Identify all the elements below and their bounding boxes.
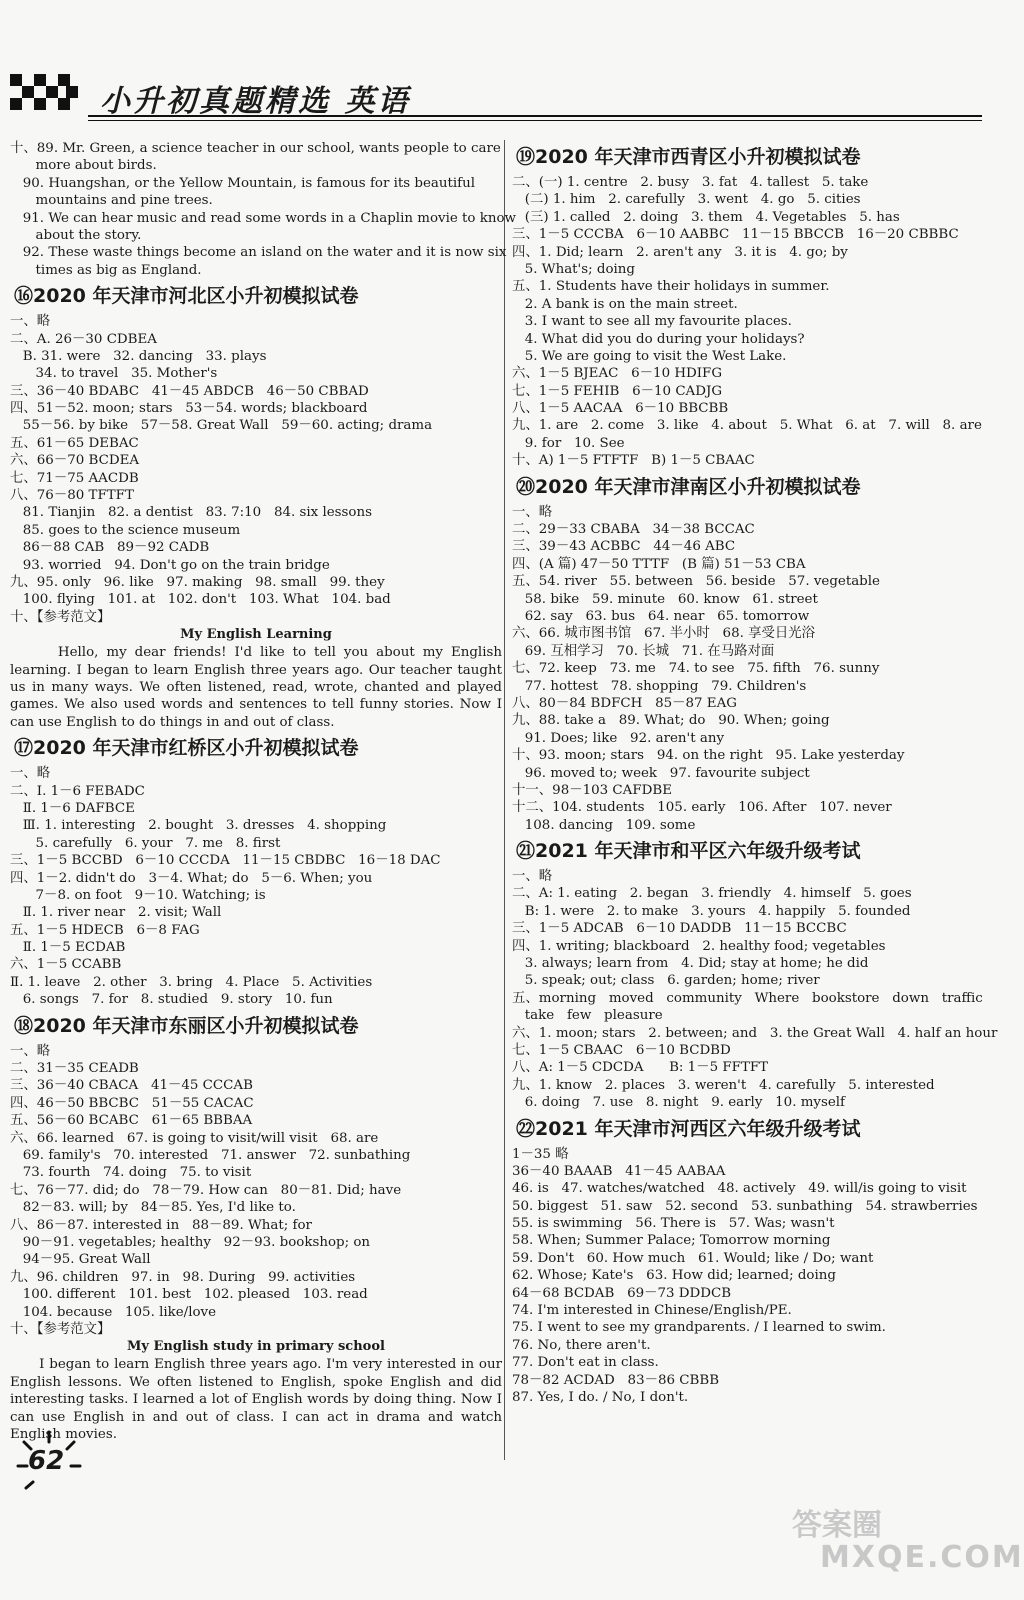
answer-line: 九、1. know 2. places 3. weren't 4. carefully 5. interested (512, 1077, 935, 1093)
essay-title-16: My English Learning (180, 627, 332, 643)
answer-line: 55. is swimming 56. There is 57. Was; wasn't (512, 1216, 835, 1232)
answer-line: 55－56. by bike 57－58. Great Wall 59－60. acting; drama (10, 418, 433, 434)
answer-line: 四、(A 篇) 47－50 TTTF (B 篇) 51－53 CBA (512, 556, 806, 572)
answer-line: 69. 互相学习 70. 长城 71. 在马路对面 (512, 643, 775, 659)
answer-line: 4. What did you do during your holidays? (512, 331, 805, 347)
section-heading-17: ⑰2020 年天津市红桥区小升初模拟试卷 (14, 737, 359, 760)
answer-line: 三、1－5 CCCBA 6－10 AABBC 11－15 BBCCB 16－20 CBBBC (512, 227, 959, 243)
answer-line: 二、(一) 1. centre 2. busy 3. fat 4. tallest 5. take (512, 175, 869, 190)
answer-line: 七、71－75 AACDB (10, 470, 139, 486)
answer-line: 一、略 (10, 766, 51, 782)
answer-line: (三) 1. called 2. doing 3. them 4. Vegetables 5. has (512, 209, 900, 225)
answer-line: 三、1－5 ADCAB 6－10 DADDB 11－15 BCCBC (512, 921, 847, 937)
answer-line: 十、A) 1－5 FTFTF B) 1－5 CBAAC (512, 453, 755, 469)
answers-block-19 (512, 174, 988, 470)
answer-line: 六、66. learned 67. is going to visit/will visit 68. are (10, 1130, 379, 1146)
answer-line: 6. doing 7. use 8. night 9. early 10. myself (512, 1095, 846, 1111)
answer-line: 四、46－50 BBCBC 51－55 CACAC (10, 1095, 254, 1111)
answers-block-17 (10, 765, 502, 1008)
answers-block-22 (512, 1146, 988, 1407)
answer-line: 十、【参考范文】 (10, 609, 111, 625)
answer-line: 十、89. Mr. Green, a science teacher in our school, wants people to care (10, 141, 501, 156)
page-number: 62 (28, 1446, 65, 1476)
answer-line: 108. dancing 109. some (512, 817, 696, 833)
answer-line: 八、76－80 TFTFT (10, 488, 134, 504)
answer-line: 46. is 47. watches/watched 48. actively 49. will/is going to visit (512, 1181, 967, 1197)
answer-line: 85. goes to the science museum (10, 522, 241, 538)
answer-line: 2. A bank is on the main street. (512, 296, 738, 312)
answer-line: 八、80－84 BDFCH 85－87 EAG (512, 695, 737, 711)
answer-line: 十、93. moon; stars 94. on the right 95. Lake yesterday (512, 748, 905, 764)
answer-line: 77. Don't eat in class. (512, 1355, 659, 1371)
header-rule-thin (88, 120, 982, 121)
answer-line: 六、1－5 CCABB (10, 957, 122, 973)
answer-line: 3. always; learn from 4. Did; stay at home; he did (512, 956, 869, 972)
answer-line: 34. to travel 35. Mother's (10, 366, 218, 382)
answer-line: 64－68 BCDAB 69－73 DDDCB (512, 1285, 732, 1301)
answer-line: about the story. (10, 227, 142, 243)
answer-line: 75. I went to see my grandparents. / I learned to swim. (512, 1320, 886, 1336)
answer-line: take few pleasure (512, 1008, 663, 1024)
answer-line: 104. because 105. like/love (10, 1304, 217, 1320)
answer-line: mountains and pine trees. (10, 193, 213, 209)
essay-title-18: My English study in primary school (127, 1339, 385, 1355)
answer-line: 一、略 (10, 1043, 51, 1059)
answer-line: 1－35 略 (512, 1146, 569, 1162)
answer-line: 90－91. vegetables; healthy 92－93. bookshop; on (10, 1234, 371, 1250)
answers-block-15-end (10, 140, 516, 279)
answer-line: Ⅲ. 1. interesting 2. bought 3. dresses 4. shopping (10, 818, 387, 834)
answer-line: Ⅱ. 1. leave 2. other 3. bring 4. Place 5. Activities (10, 974, 373, 990)
answer-line: 九、88. take a 89. What; do 90. When; going (512, 713, 830, 729)
section-heading-20: ⑳2020 年天津市津南区小升初模拟试卷 (516, 475, 861, 498)
answer-line: more about birds. (10, 158, 157, 174)
answer-line: 五、1－5 HDECB 6－8 FAG (10, 922, 200, 938)
answer-line: 三、1－5 BCCBD 6－10 CCCDA 11－15 CBDBC 16－18 DAC (10, 853, 441, 869)
answer-line: 三、36－40 BDABC 41－45 ABDCB 46－50 CBBAD (10, 383, 369, 399)
answer-line: 5. What's; doing (512, 261, 635, 277)
answer-line: 100. different 101. best 102. pleased 103. read (10, 1287, 368, 1303)
column-divider (504, 140, 505, 1460)
essay-body-16: Hello, my dear friends! I'd like to tell you about my English learning. I began to learn English three years ago. Our teacher taught us in many ways. We often listened, read, wrote, chanted and played games. We also used words and sentences to tell funny stories. Now I can use English to do things in and out of class. (10, 645, 507, 730)
answers-block-16 (10, 313, 502, 626)
answer-line: 四、1－2. didn't do 3－4. What; do 5－6. When; you (10, 870, 373, 886)
answer-line: 6. songs 7. for 8. studied 9. story 10. fun (10, 992, 333, 1008)
answer-line: 50. biggest 51. saw 52. second 53. sunbathing 54. strawberries (512, 1198, 978, 1214)
answer-line: 五、1. Students have their holidays in summer. (512, 279, 830, 295)
answer-line: 74. I'm interested in Chinese/English/PE. (512, 1303, 792, 1319)
answer-line: 十二、104. students 105. early 106. After 107. never (512, 800, 892, 816)
answer-line: 六、1－5 BJEAC 6－10 HDIFG (512, 366, 723, 382)
answer-line: 六、66－70 BCDEA (10, 453, 140, 469)
answer-line: 5. We are going to visit the West Lake. (512, 348, 787, 364)
answer-line: 八、86－87. interested in 88－89. What; for (10, 1217, 312, 1233)
answer-line: 九、95. only 96. like 97. making 98. small 99. they (10, 574, 385, 590)
answer-line: 四、51－52. moon; stars 53－54. words; blackboard (10, 401, 368, 417)
answer-line: Ⅱ. 1－5 ECDAB (10, 940, 126, 956)
answer-line: 69. family's 70. interested 71. answer 72. sunbathing (10, 1148, 411, 1163)
answer-line: 五、morning moved community Where bookstore down traffic (512, 990, 983, 1006)
answer-line: 93. worried 94. Don't go on the train bridge (10, 557, 330, 573)
answer-line: 58. When; Summer Palace; Tomorrow morning (512, 1233, 831, 1249)
answer-line: 一、略 (512, 869, 553, 885)
answer-line: 73. fourth 74. doing 75. to visit (10, 1165, 252, 1181)
answer-line: 五、56－60 BCABC 61－65 BBBAA (10, 1113, 253, 1129)
answer-line: 91. We can hear music and read some words in a Chaplin movie to know (10, 210, 516, 226)
answer-line: 二、A. 26－30 CDBEA (10, 331, 157, 347)
answer-line: (二) 1. him 2. carefully 3. went 4. go 5. cities (512, 192, 861, 208)
answer-line: 六、1. moon; stars 2. between; and 3. the Great Wall 4. half an hour (512, 1025, 998, 1041)
answer-line: 7－8. on foot 9－10. Watching; is (10, 887, 266, 903)
answer-line: 58. bike 59. minute 60. know 61. street (512, 591, 818, 607)
answer-line: 96. moved to; week 97. favourite subject (512, 765, 810, 781)
answer-line: 七、76－77. did; do 78－79. How can 80－81. Did; have (10, 1182, 402, 1198)
book-title: 小升初真题精选 英语 (100, 84, 411, 119)
answer-line: B: 1. were 2. to make 3. yours 4. happily 5. founded (512, 903, 911, 919)
section-heading-16: ⑯2020 年天津市河北区小升初模拟试卷 (14, 285, 359, 308)
answer-line: 一、略 (10, 314, 51, 330)
section-heading-21: ㉑2021 年天津市和平区六年级升级考试 (516, 840, 861, 863)
essay-body-18: I began to learn English three years ago. I'm very interested in our English lessons. We often listened to English, spoke English and did interesting tasks. I learned a lot of English words by doing thing. Now I can use English in and out of class. I can act in drama and watch English movies. (10, 1357, 507, 1442)
answers-block-21 (512, 868, 998, 1111)
answer-line: Ⅱ. 1. river near 2. visit; Wall (10, 905, 222, 921)
watermark-logo: 答案圈 (792, 1508, 882, 1543)
answer-line: 86－88 CAB 89－92 CADB (10, 540, 210, 556)
answer-line: 77. hottest 78. shopping 79. Children's (512, 678, 807, 694)
answer-line: 62. Whose; Kate's 63. How did; learned; doing (512, 1268, 836, 1284)
answer-line: 二、29－33 CBABA 34－38 BCCAC (512, 522, 755, 538)
answer-line: 七、72. keep 73. me 74. to see 75. fifth 76. sunny (512, 661, 880, 677)
answer-line: 四、1. writing; blackboard 2. healthy food; vegetables (512, 938, 886, 954)
answer-line: 八、1－5 AACAA 6－10 BBCBB (512, 401, 729, 417)
section-heading-22: ㉒2021 年天津市河西区六年级升级考试 (516, 1117, 861, 1140)
answer-line: 91. Does; like 92. aren't any (512, 730, 725, 746)
answer-line: 92. These waste things become an island on the water and it is now six (10, 245, 507, 261)
answer-line: 5. carefully 6. your 7. me 8. first (10, 835, 281, 851)
answer-line: 5. speak; out; class 6. garden; home; river (512, 973, 820, 989)
answer-line: 三、36－40 CBACA 41－45 CCCAB (10, 1078, 253, 1094)
answer-line: B. 31. were 32. dancing 33. plays (10, 348, 267, 364)
answer-line: 3. I want to see all my favourite places. (512, 314, 792, 330)
header-rule (88, 115, 982, 117)
answer-line: 36－40 BAAAB 41－45 AABAA (512, 1163, 726, 1179)
answer-line: 100. flying 101. at 102. don't 103. What 104. bad (10, 592, 391, 608)
answer-line: 94－95. Great Wall (10, 1252, 151, 1268)
answer-line: 二、Ⅰ. 1－6 FEBADC (10, 783, 145, 799)
answer-line: 二、A: 1. eating 2. began 3. friendly 4. himself 5. goes (512, 886, 912, 902)
answer-line: 十、【参考范文】 (10, 1321, 111, 1337)
answer-line: 62. say 63. bus 64. near 65. tomorrow (512, 608, 810, 624)
answer-line: 九、1. are 2. come 3. like 4. about 5. What 6. at 7. will 8. are (512, 418, 982, 434)
answer-line: 八、A: 1－5 CDCDA B: 1－5 FFTFT (512, 1060, 769, 1076)
answer-line: 一、略 (512, 504, 553, 520)
answer-line: 九、96. children 97. in 98. During 99. activities (10, 1269, 356, 1285)
answer-line: 十一、98－103 CAFDBE (512, 782, 672, 798)
left-column (10, 140, 516, 1443)
answer-line: 三、39－43 ACBBC 44－46 ABC (512, 539, 736, 555)
answer-line: 五、61－65 DEBAC (10, 435, 139, 451)
answer-line: times as big as England. (10, 262, 202, 278)
watermark-url: MXQE.COM (820, 1540, 1024, 1575)
answer-line: 六、66. 城市图书馆 67. 半小时 68. 享受日光浴 (512, 626, 816, 642)
answer-line: 87. Yes, I do. / No, I don't. (512, 1390, 689, 1405)
answer-line: 七、1－5 FEHIB 6－10 CADJG (512, 383, 723, 399)
answer-line: 78－82 ACDAD 83－86 CBBB (512, 1372, 720, 1388)
answer-line: 90. Huangshan, or the Yellow Mountain, is famous for its beautiful (10, 175, 476, 191)
page-header (0, 0, 996, 128)
answers-block-20 (512, 504, 988, 834)
answer-line: 81. Tianjin 82. a dentist 83. 7:10 84. six lessons (10, 505, 372, 521)
answer-line: 9. for 10. See (512, 435, 625, 451)
answer-line: 二、31－35 CEADB (10, 1061, 139, 1077)
answer-line: Ⅱ. 1－6 DAFBCE (10, 800, 135, 816)
section-heading-19: ⑲2020 年天津市西青区小升初模拟试卷 (516, 146, 861, 168)
answer-line: 82－83. will; by 84－85. Yes, I'd like to. (10, 1200, 296, 1216)
checker-logo-icon (10, 74, 78, 116)
answer-line: 59. Don't 60. How much 61. Would; like / Do; want (512, 1250, 874, 1266)
answer-line: 四、1. Did; learn 2. aren't any 3. it is 4. go; by (512, 244, 848, 260)
answer-line: 五、54. river 55. between 56. beside 57. vegetable (512, 574, 880, 590)
answer-line: 七、1－5 CBAAC 6－10 BCDBD (512, 1042, 731, 1058)
section-heading-18: ⑱2020 年天津市东丽区小升初模拟试卷 (14, 1014, 359, 1037)
right-column (512, 140, 998, 1406)
answer-line: 76. No, there aren't. (512, 1337, 651, 1353)
answers-block-18 (10, 1043, 502, 1339)
